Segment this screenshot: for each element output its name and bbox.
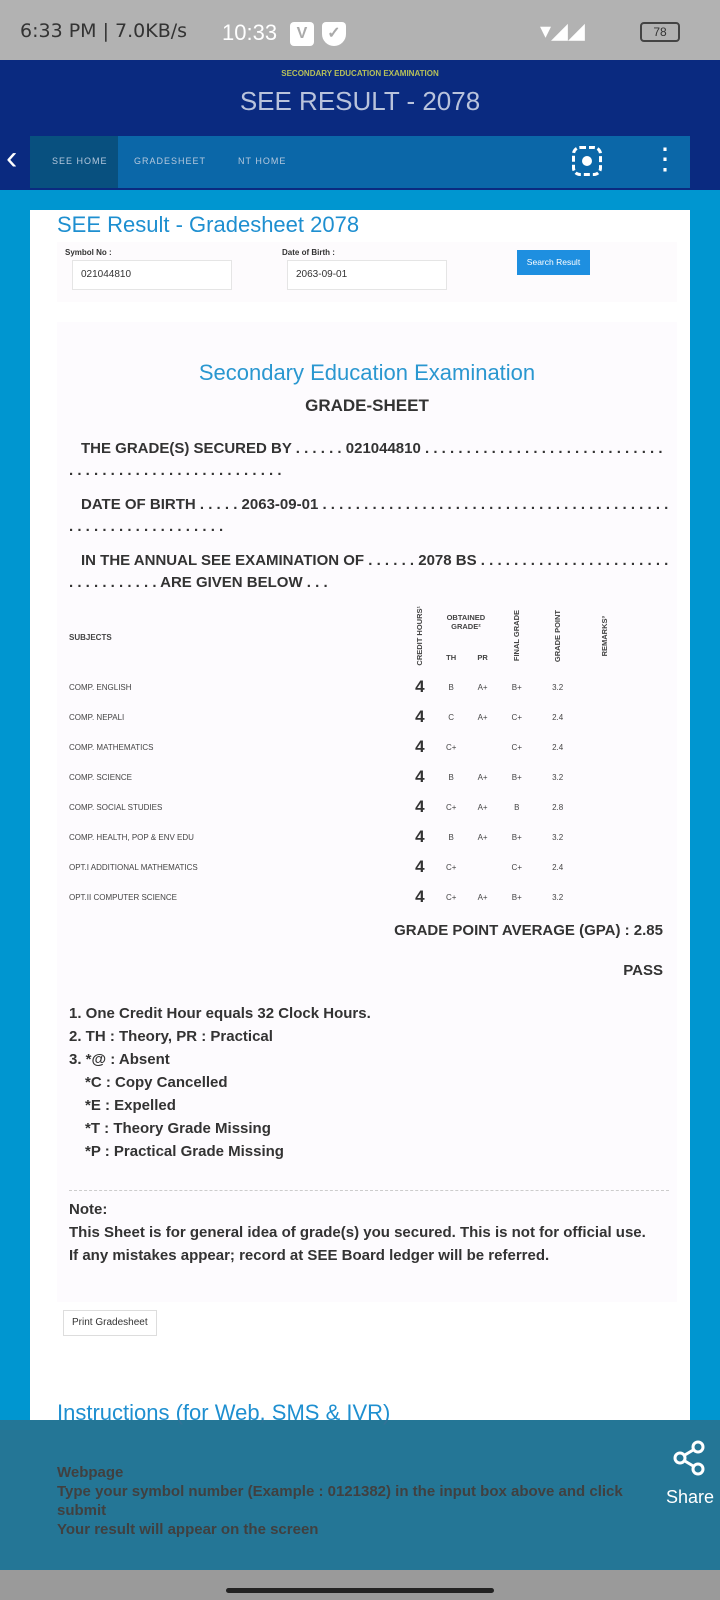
cell-final: C+ xyxy=(511,862,522,872)
battery-icon: 78 xyxy=(640,22,680,42)
cell-final: B+ xyxy=(511,772,522,782)
cell-credit: 4 xyxy=(415,767,425,786)
instructions-line1: Type your symbol number (Example : 0121382) in the input box above and click submit xyxy=(57,1483,623,1519)
nav-see-home[interactable]: SEE HOME xyxy=(52,156,108,166)
status-speed: 7.0KB/s xyxy=(115,20,188,42)
cell-th: C+ xyxy=(445,742,457,752)
cell-subject: OPT.I ADDITIONAL MATHEMATICS xyxy=(69,862,198,872)
table-row xyxy=(69,732,629,762)
share-overlay xyxy=(0,1420,720,1570)
table-header xyxy=(69,602,629,642)
cell-remarks xyxy=(579,762,629,792)
exam-line: IN THE ANNUAL SEE EXAMINATION OF . . . . . . 2078 BS . . . . . . . . . . . . . . . . . . . . . . . . . . . . . . . . . . ARE GIVEN BELOW . . . xyxy=(69,552,669,591)
page-title: SEE Result - Gradesheet 2078 xyxy=(57,212,360,237)
cell-credit: 4 xyxy=(415,827,425,846)
cell-credit: 4 xyxy=(415,707,425,726)
cell-remarks xyxy=(579,792,629,822)
cell-pr xyxy=(468,732,497,762)
cell-subject: COMP. NEPALI xyxy=(69,712,125,722)
header-subtitle: SECONDARY EDUCATION EXAMINATION xyxy=(281,69,439,78)
cell-credit: 4 xyxy=(415,887,425,906)
footnote: *T : Theory Grade Missing xyxy=(85,1120,271,1137)
col-th: TH xyxy=(446,652,457,662)
table-row xyxy=(69,672,629,702)
overlay-time: 10:33 xyxy=(222,20,278,45)
cell-th: C+ xyxy=(445,802,457,812)
cell-pr: A+ xyxy=(477,682,488,692)
col-point: GRADE POINT xyxy=(553,609,563,663)
table-row xyxy=(69,702,629,732)
cell-remarks xyxy=(579,822,629,852)
cell-credit: 4 xyxy=(415,857,425,876)
cell-pr: A+ xyxy=(477,832,488,842)
col-credit: CREDIT HOURS¹ xyxy=(415,606,425,666)
grades-table xyxy=(69,602,629,912)
cell-remarks xyxy=(579,882,629,912)
instructions-title: Instructions (for Web, SMS & IVR) xyxy=(57,1400,391,1425)
cell-point: 3.2 xyxy=(552,832,564,842)
cell-th: B xyxy=(448,832,454,842)
cell-point: 2.8 xyxy=(552,802,564,812)
sheet-subheading: GRADE-SHEET xyxy=(305,396,429,415)
cell-credit: 4 xyxy=(415,737,425,756)
cell-remarks xyxy=(579,672,629,702)
cell-point: 3.2 xyxy=(552,892,564,902)
cell-remarks xyxy=(579,702,629,732)
cell-pr: A+ xyxy=(477,892,488,902)
symbol-label: Symbol No : xyxy=(65,248,112,257)
cell-subject: COMP. HEALTH, POP & ENV EDU xyxy=(69,832,194,842)
wifi-signal-icon: ▾◢◢ xyxy=(540,18,585,43)
col-pr: PR xyxy=(477,652,488,662)
table-row xyxy=(69,882,629,912)
search-result-button[interactable]: Search Result xyxy=(517,250,590,275)
shield-icon: ✓ xyxy=(322,22,346,46)
footnote: 2. TH : Theory, PR : Practical xyxy=(69,1028,273,1045)
footnote: *P : Practical Grade Missing xyxy=(85,1143,284,1160)
lens-icon[interactable] xyxy=(572,146,602,176)
status-clock: 6:33 PM xyxy=(20,20,97,42)
cell-final: B+ xyxy=(511,832,522,842)
table-row xyxy=(69,822,629,852)
sheet-heading: Secondary Education Examination xyxy=(198,360,536,385)
table-row xyxy=(69,852,629,882)
table-row xyxy=(69,762,629,792)
cell-th: C+ xyxy=(445,892,457,902)
footnote: 1. One Credit Hour equals 32 Clock Hours. xyxy=(69,1005,371,1022)
cell-th: C+ xyxy=(445,862,457,872)
header-title: SEE RESULT - 2078 xyxy=(239,86,481,116)
cell-point: 3.2 xyxy=(552,682,564,692)
footnote: 3. *@ : Absent xyxy=(69,1051,170,1068)
note xyxy=(69,1198,659,1267)
share-label: Share xyxy=(665,1487,715,1507)
cell-th: B xyxy=(448,682,454,692)
cell-credit: 4 xyxy=(415,797,425,816)
cell-pr xyxy=(468,852,497,882)
note-text: This Sheet is for general idea of grade(s) you secured. This is not for official use. If any mistakes appear; record at SEE Board ledger will be referred. xyxy=(69,1224,646,1264)
col-obtained: OBTAINED GRADE² xyxy=(446,613,486,631)
dob-label: Date of Birth : xyxy=(282,248,335,257)
cell-credit: 4 xyxy=(415,677,425,696)
divider xyxy=(69,1190,669,1191)
gpa: GRADE POINT AVERAGE (GPA) : 2.85 xyxy=(394,922,663,939)
cell-final: C+ xyxy=(511,742,522,752)
print-gradesheet-button[interactable]: Print Gradesheet xyxy=(63,1310,157,1336)
cell-pr: A+ xyxy=(477,802,488,812)
secured-by-line: THE GRADE(S) SECURED BY . . . . . . 021044810 . . . . . . . . . . . . . . . . . . . . . . . . . . . . . . . . . . . . . . . . . . . . . . . . . . . . . . . xyxy=(69,440,663,479)
symbol-input[interactable]: 021044810 xyxy=(72,260,232,290)
share-button[interactable] xyxy=(662,1440,718,1508)
result-status: PASS xyxy=(623,962,663,979)
dob-line: DATE OF BIRTH . . . . . 2063-09-01 . . . . . . . . . . . . . . . . . . . . . . . . . . . . . . . . . . . . . . . . . . . . . . . . . . . . . . . . . . . . . xyxy=(69,496,669,535)
system-nav-bar xyxy=(0,1570,720,1600)
cell-remarks xyxy=(579,852,629,882)
col-remarks: REMARKS³ xyxy=(599,615,609,657)
cell-point: 2.4 xyxy=(552,712,564,722)
cell-subject: COMP. SOCIAL STUDIES xyxy=(69,802,163,812)
cell-final: B+ xyxy=(511,682,522,692)
col-subjects: SUBJECTS xyxy=(69,632,112,642)
nav-gradesheet[interactable]: GRADESHEET xyxy=(134,156,207,166)
cell-point: 3.2 xyxy=(552,772,564,782)
cell-remarks xyxy=(579,732,629,762)
note-title: Note: xyxy=(69,1201,108,1218)
instructions-webpage: Webpage xyxy=(57,1464,124,1481)
cell-pr: A+ xyxy=(477,772,488,782)
instructions-line2: Your result will appear on the screen xyxy=(57,1521,319,1538)
cell-subject: OPT.II COMPUTER SCIENCE xyxy=(69,892,178,902)
cell-point: 2.4 xyxy=(552,742,564,752)
cell-point: 2.4 xyxy=(552,862,564,872)
cell-th: B xyxy=(448,772,454,782)
footnote: *C : Copy Cancelled xyxy=(85,1074,228,1091)
footnote: *E : Expelled xyxy=(85,1097,176,1114)
back-icon[interactable]: ‹ xyxy=(6,139,18,177)
nav-nt-home[interactable]: NT HOME xyxy=(238,156,287,166)
grade-sheet xyxy=(57,322,677,1302)
dob-input[interactable]: 2063-09-01 xyxy=(287,260,447,290)
cell-final: C+ xyxy=(511,712,522,722)
table-row xyxy=(69,792,629,822)
cell-subject: COMP. MATHEMATICS xyxy=(69,742,154,752)
status-time: 6:33 PM | 7.0KB/s xyxy=(20,20,188,42)
status-bar xyxy=(0,0,720,60)
cell-final: B+ xyxy=(511,892,522,902)
cell-final: B xyxy=(514,802,520,812)
share-icon xyxy=(672,1440,708,1476)
cell-th: C xyxy=(448,712,455,722)
vpn-icon: V xyxy=(290,22,314,46)
footnotes xyxy=(69,1002,371,1163)
cell-pr: A+ xyxy=(477,712,488,722)
home-handle[interactable] xyxy=(226,1588,494,1593)
cell-subject: COMP. ENGLISH xyxy=(69,682,132,692)
more-options-icon[interactable]: ⋮ xyxy=(650,143,680,176)
col-final: FINAL GRADE xyxy=(512,610,522,662)
cell-subject: COMP. SCIENCE xyxy=(69,772,132,782)
